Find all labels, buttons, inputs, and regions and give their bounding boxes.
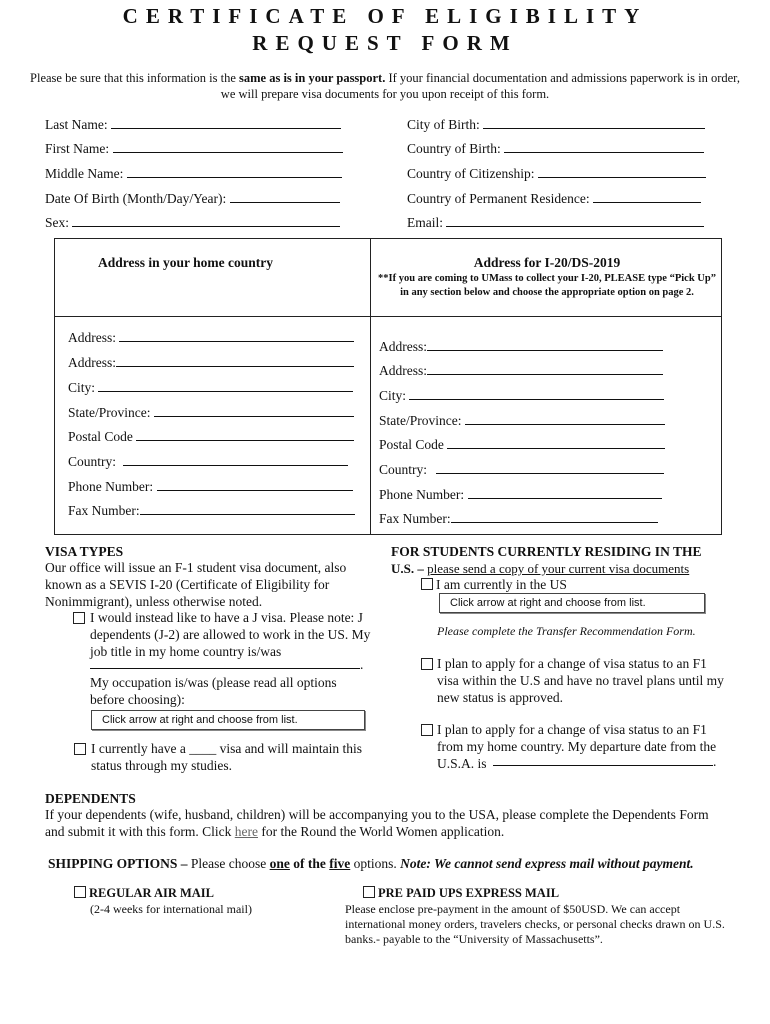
intro-bold: same as is in your passport.	[239, 71, 386, 85]
visa-intro: Our office will issue an F-1 student visa document, also known as a SEVIS I-20 (Certificate of Eligibility for Nonimmigrant), unless otherwise noted.	[45, 560, 347, 609]
city-of-birth-field[interactable]	[407, 116, 705, 133]
residing-heading: FOR STUDENTS CURRENTLY RESIDING IN THE	[391, 544, 702, 559]
shipping-t1: Please choose	[187, 856, 270, 871]
i20-address-2-field[interactable]	[379, 362, 663, 379]
transfer-note: Please complete the Transfer Recommendation Form.	[437, 624, 696, 638]
home-address-2-label: Address:	[68, 355, 116, 370]
dependents-heading: DEPENDENTS	[45, 791, 136, 806]
dependents-text-part2: for the Round the World Women application.	[257, 824, 505, 839]
email-field[interactable]	[407, 214, 704, 231]
dependents-here-link[interactable]: here	[234, 824, 258, 839]
home-city-field[interactable]	[68, 379, 353, 396]
job-title-line[interactable]	[90, 658, 360, 669]
shipping-heading: SHIPPING OPTIONS –	[48, 856, 188, 871]
middle-name-label: Middle Name:	[45, 166, 124, 181]
home-state-field[interactable]	[68, 404, 354, 421]
country-of-citizenship-label: Country of Citizenship:	[407, 166, 535, 181]
country-of-birth-field[interactable]	[407, 140, 704, 157]
residing-note: please send a copy of your current visa documents	[427, 561, 690, 576]
i20-address-heading: Address for I-20/DS-2019	[473, 255, 621, 270]
shipping-t2: of the	[289, 856, 330, 871]
home-city-label: City:	[68, 380, 96, 395]
i20-fax-field[interactable]	[379, 510, 658, 527]
j-visa-checkbox[interactable]	[73, 612, 85, 624]
i20-postal-label: Postal Code	[379, 437, 444, 452]
change-home-text: I plan to apply for a change of visa status to an F1 from my home country. My departure date from the U.S.A. is	[437, 722, 717, 771]
home-address-1-field[interactable]	[68, 329, 354, 346]
home-address-1-label: Address:	[68, 330, 116, 345]
i20-state-field[interactable]	[379, 412, 665, 429]
dependents-text	[45, 806, 725, 840]
i20-address-1-field[interactable]	[379, 338, 663, 355]
i20-address-1-label: Address:	[379, 339, 427, 354]
city-of-birth-label: City of Birth:	[407, 117, 480, 132]
ups-checkbox[interactable]	[363, 886, 375, 898]
regular-mail-option	[74, 886, 214, 901]
residing-subheading	[391, 561, 689, 576]
j-visa-option	[73, 609, 373, 660]
dependents-text-part1: If your dependents (wife, husband, children) will be accompanying you to the USA, please complete the Dependents Form and submit it with this form. Click	[45, 807, 709, 839]
in-us-option	[421, 576, 567, 593]
dob-field[interactable]	[45, 190, 340, 207]
in-us-checkbox[interactable]	[421, 578, 433, 590]
home-phone-field[interactable]	[68, 478, 353, 495]
change-in-us-checkbox[interactable]	[421, 658, 433, 670]
change-in-us-text: I plan to apply for a change of visa status to an F1 visa within the U.S and have no travel plans until my new status is approved.	[437, 656, 724, 705]
regular-mail-desc: (2-4 weeks for international mail)	[90, 902, 252, 916]
in-us-select[interactable]: Click arrow at right and choose from list.	[439, 593, 705, 613]
departure-date-line[interactable]	[493, 755, 713, 766]
i20-city-label: City:	[379, 388, 407, 403]
i20-country-label: Country:	[379, 462, 428, 477]
email-label: Email:	[407, 215, 443, 230]
regular-mail-checkbox[interactable]	[74, 886, 86, 898]
current-visa-checkbox[interactable]	[74, 743, 86, 755]
last-name-field[interactable]	[45, 116, 341, 133]
shipping-t3: options.	[350, 856, 401, 871]
sex-field[interactable]	[45, 214, 340, 231]
home-fax-label: Fax Number:	[68, 503, 140, 518]
i20-pickup-note: **If you are coming to UMass to collect your I-20, PLEASE type “Pick Up” in any section below and choose the appropriate option on page 2.	[378, 273, 716, 298]
home-fax-field[interactable]	[68, 502, 355, 519]
intro-part1: Please be sure that this information is the	[30, 71, 240, 85]
country-of-residence-label: Country of Permanent Residence:	[407, 191, 590, 206]
shipping-one: one	[269, 856, 290, 871]
first-name-field[interactable]	[45, 140, 343, 157]
change-in-us-option	[421, 655, 731, 706]
country-of-residence-field[interactable]	[407, 190, 701, 207]
i20-fax-label: Fax Number:	[379, 511, 451, 526]
current-visa-text: I currently have a ____ visa and will maintain this status through my studies.	[91, 741, 363, 773]
home-country-field[interactable]	[68, 453, 348, 470]
ups-option	[363, 886, 559, 901]
current-visa-option	[74, 740, 374, 774]
home-state-label: State/Province:	[68, 405, 151, 420]
address-table-divider	[370, 238, 371, 534]
last-name-label: Last Name:	[45, 117, 108, 132]
form-title-line2: REQUEST FORM	[252, 31, 518, 55]
i20-phone-label: Phone Number:	[379, 487, 465, 502]
middle-name-field[interactable]	[45, 165, 342, 182]
i20-phone-field[interactable]	[379, 486, 662, 503]
home-phone-label: Phone Number:	[68, 479, 154, 494]
home-address-heading: Address in your home country	[98, 255, 274, 270]
j-visa-text: I would instead like to have a J visa. Please note: J dependents (J-2) are allowed to work in the US. My job title in my home country is/was	[90, 610, 371, 659]
first-name-label: First Name:	[45, 141, 110, 156]
in-us-text: I am currently in the US	[436, 577, 567, 592]
intro-text	[30, 70, 740, 102]
job-title-period: .	[360, 657, 364, 672]
address-table-header-line	[54, 316, 721, 317]
ups-desc: Please enclose pre-payment in the amount of $50USD. We can accept international money orders, travelers checks, or personal checks drawn on U.S. banks.- payable to the “University of Massachusetts”.	[345, 902, 725, 946]
visa-types-heading: VISA TYPES	[45, 544, 124, 559]
shipping-five: five	[329, 856, 351, 871]
home-postal-field[interactable]	[68, 428, 354, 445]
home-address-2-field[interactable]	[68, 354, 354, 371]
change-home-checkbox[interactable]	[421, 724, 433, 736]
i20-address-2-label: Address:	[379, 363, 427, 378]
dob-label: Date Of Birth (Month/Day/Year):	[45, 191, 227, 206]
shipping-options-line	[48, 855, 694, 872]
regular-mail-label: REGULAR AIR MAIL	[89, 886, 215, 900]
i20-state-label: State/Province:	[379, 413, 462, 428]
residing-heading-us: U.S. –	[391, 561, 424, 576]
form-title-line1: CERTIFICATE OF ELIGIBILITY	[122, 4, 648, 28]
shipping-note: Note: We cannot send express mail without payment.	[400, 856, 694, 871]
occupation-select[interactable]: Click arrow at right and choose from list.	[91, 710, 365, 730]
occupation-text: My occupation is/was (please read all options before choosing):	[90, 675, 337, 707]
i20-country-field[interactable]	[379, 461, 664, 478]
i20-city-field[interactable]	[379, 387, 664, 404]
i20-postal-field[interactable]	[379, 436, 665, 453]
sex-label: Sex:	[45, 215, 70, 230]
home-postal-label: Postal Code	[68, 429, 133, 444]
ups-label: PRE PAID UPS EXPRESS MAIL	[378, 886, 560, 900]
departure-period: .	[713, 754, 717, 769]
country-of-birth-label: Country of Birth:	[407, 141, 501, 156]
country-of-citizenship-field[interactable]	[407, 165, 706, 182]
intro-part2: If your financial documentation and admissions paperwork is in order, we will prepare visa documents for you upon receipt of this form.	[220, 71, 740, 101]
home-country-label: Country:	[68, 454, 117, 469]
